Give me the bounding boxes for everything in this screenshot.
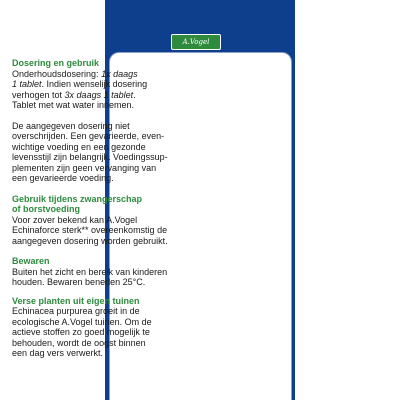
section-heading-dosering: Dosering en gebruik	[12, 58, 100, 68]
section-heading-zwangerschap-2: of borstvoeding	[12, 204, 80, 214]
zwangerschap-line: Echinaforce sterk** overeenkomstig de	[12, 225, 168, 235]
verse-planten-line: behouden, wordt de oogst binnen	[12, 337, 146, 348]
bewaren-line: houden. Bewaren beneden 25°C.	[12, 277, 146, 287]
zwangerschap-line: Voor zover bekend kan A.Vogel	[12, 214, 138, 225]
warning-line: levensstijl zijn belangrijk. Voedingssup-	[12, 152, 168, 162]
warning-line: De aangegeven dosering niet	[12, 120, 130, 131]
verse-planten-line: ecologische A.Vogel tuinen. Om de	[12, 316, 152, 327]
warning-line: wichtige voeding en een gezonde	[12, 141, 146, 152]
bewaren-line: Buiten het zicht en bereik van kinderen	[12, 266, 168, 277]
dosering-line-3: verhogen tot 3x daags 1 tablet.	[12, 89, 136, 100]
dosering-line-4: Tablet met wat water innemen.	[12, 100, 135, 110]
verse-planten-line: actieve stoffen zo goed mogelijk te	[12, 327, 150, 337]
warning-line: plementen zijn geen vervanging van	[12, 162, 157, 173]
verse-planten-line: Echinacea purpurea groeit in de	[12, 306, 140, 316]
label-content	[12, 58, 192, 359]
section-heading-verse-planten: Verse planten uit eigen tuinen	[12, 295, 140, 306]
dosering-line-2: 1 tablet. Indien wenselijk dosering	[12, 79, 148, 89]
verse-planten-line: een dag vers verwerkt.	[12, 348, 104, 358]
warning-line: overschrijden. Een gevarieerde, even-	[12, 131, 165, 141]
brand-logo: A.Vogel	[171, 34, 221, 50]
dosering-line-1: Onderhoudsdosering: 1x daags	[12, 68, 138, 79]
zwangerschap-line: aangegeven dosering worden gebruikt.	[12, 235, 168, 246]
section-heading-bewaren: Bewaren	[12, 256, 50, 266]
section-heading-zwangerschap: Gebruik tijdens zwangerschap	[12, 193, 143, 204]
warning-line: een gevarieerde voeding.	[12, 173, 114, 183]
